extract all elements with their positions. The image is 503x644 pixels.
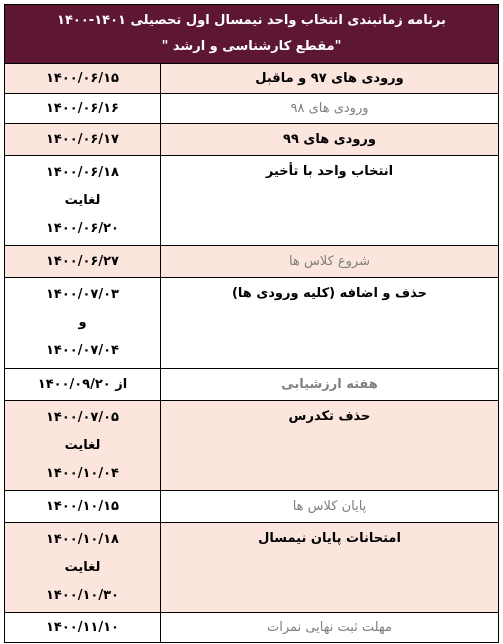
date-line: ۱۴۰۰/۰۶/۱۸ (46, 164, 119, 180)
row-date (5, 491, 161, 523)
date-line: از ۱۴۰۰/۰۹/۲۰ (37, 376, 128, 392)
row-label: ورودی های ۹۷ و ماقبل (161, 64, 499, 94)
date-line: ۱۴۰۰/۰۶/۱۶ (46, 100, 119, 116)
date-line: ۱۴۰۰/۰۶/۱۵ (46, 70, 119, 86)
row-date (5, 369, 161, 401)
date-line: ۱۴۰۰/۰۶/۲۰ (46, 220, 119, 236)
date-line: ۱۴۰۰/۰۷/۰۴ (46, 343, 119, 358)
date-line: ۱۴۰۰/۱۰/۱۵ (46, 498, 119, 514)
title-line-1: برنامه زمانبندی انتخاب واحد نیمسال اول تحصیلی ۱۴۰۱-۱۴۰۰ (57, 13, 446, 28)
date-line: ۱۴۰۰/۰۷/۰۳ (46, 287, 119, 302)
row-label: مهلت ثبت نهایی نمرات (161, 613, 499, 643)
row-label: انتخاب واحد با تأخیر (161, 156, 499, 246)
row-label: پایان کلاس ها (161, 491, 499, 523)
title-line-2: "مقطع کارشناسی و ارشد " (161, 39, 342, 54)
table-row (5, 613, 499, 643)
date-line: ۱۴۰۰/۰۷/۰۵ (46, 409, 119, 425)
row-label: حذف و اضافه (کلیه ورودی ها) (161, 278, 499, 369)
row-label: حذف تکدرس (161, 401, 499, 491)
header-row (5, 5, 499, 64)
schedule-table (4, 4, 499, 643)
date-line: ۱۴۰۰/۰۶/۱۷ (46, 131, 119, 147)
table-row (5, 156, 499, 246)
row-label: امتحانات پایان نیمسال (161, 523, 499, 613)
table-row (5, 401, 499, 491)
table-row (5, 124, 499, 156)
table-row (5, 64, 499, 94)
date-line: ۱۴۰۰/۰۶/۲۷ (46, 253, 119, 269)
date-connector: لغایت (64, 437, 101, 453)
date-connector: لغایت (64, 192, 101, 208)
date-line: ۱۴۰۰/۱۰/۳۰ (46, 587, 119, 603)
row-date (5, 401, 161, 491)
table-row (5, 94, 499, 124)
table-row (5, 523, 499, 613)
row-date (5, 523, 161, 613)
table-title (5, 5, 499, 64)
table-row (5, 491, 499, 523)
row-date (5, 613, 161, 643)
table-row (5, 369, 499, 401)
row-date (5, 124, 161, 156)
row-date (5, 246, 161, 278)
date-line: ۱۴۰۰/۱۰/۱۸ (46, 531, 119, 547)
row-label: شروع کلاس ها (161, 246, 499, 278)
row-label: هفته ارزشیابی (161, 369, 499, 401)
row-date (5, 156, 161, 246)
row-label: ورودی های ۹۸ (161, 94, 499, 124)
date-connector: و (78, 315, 87, 330)
date-line: ۱۴۰۰/۱۱/۱۰ (46, 619, 119, 635)
row-label: ورودی های ۹۹ (161, 124, 499, 156)
date-connector: لغایت (64, 559, 101, 575)
row-date (5, 94, 161, 124)
row-date (5, 64, 161, 94)
table-row (5, 246, 499, 278)
row-date (5, 278, 161, 369)
table-row (5, 278, 499, 369)
date-line: ۱۴۰۰/۱۰/۰۴ (46, 465, 119, 481)
